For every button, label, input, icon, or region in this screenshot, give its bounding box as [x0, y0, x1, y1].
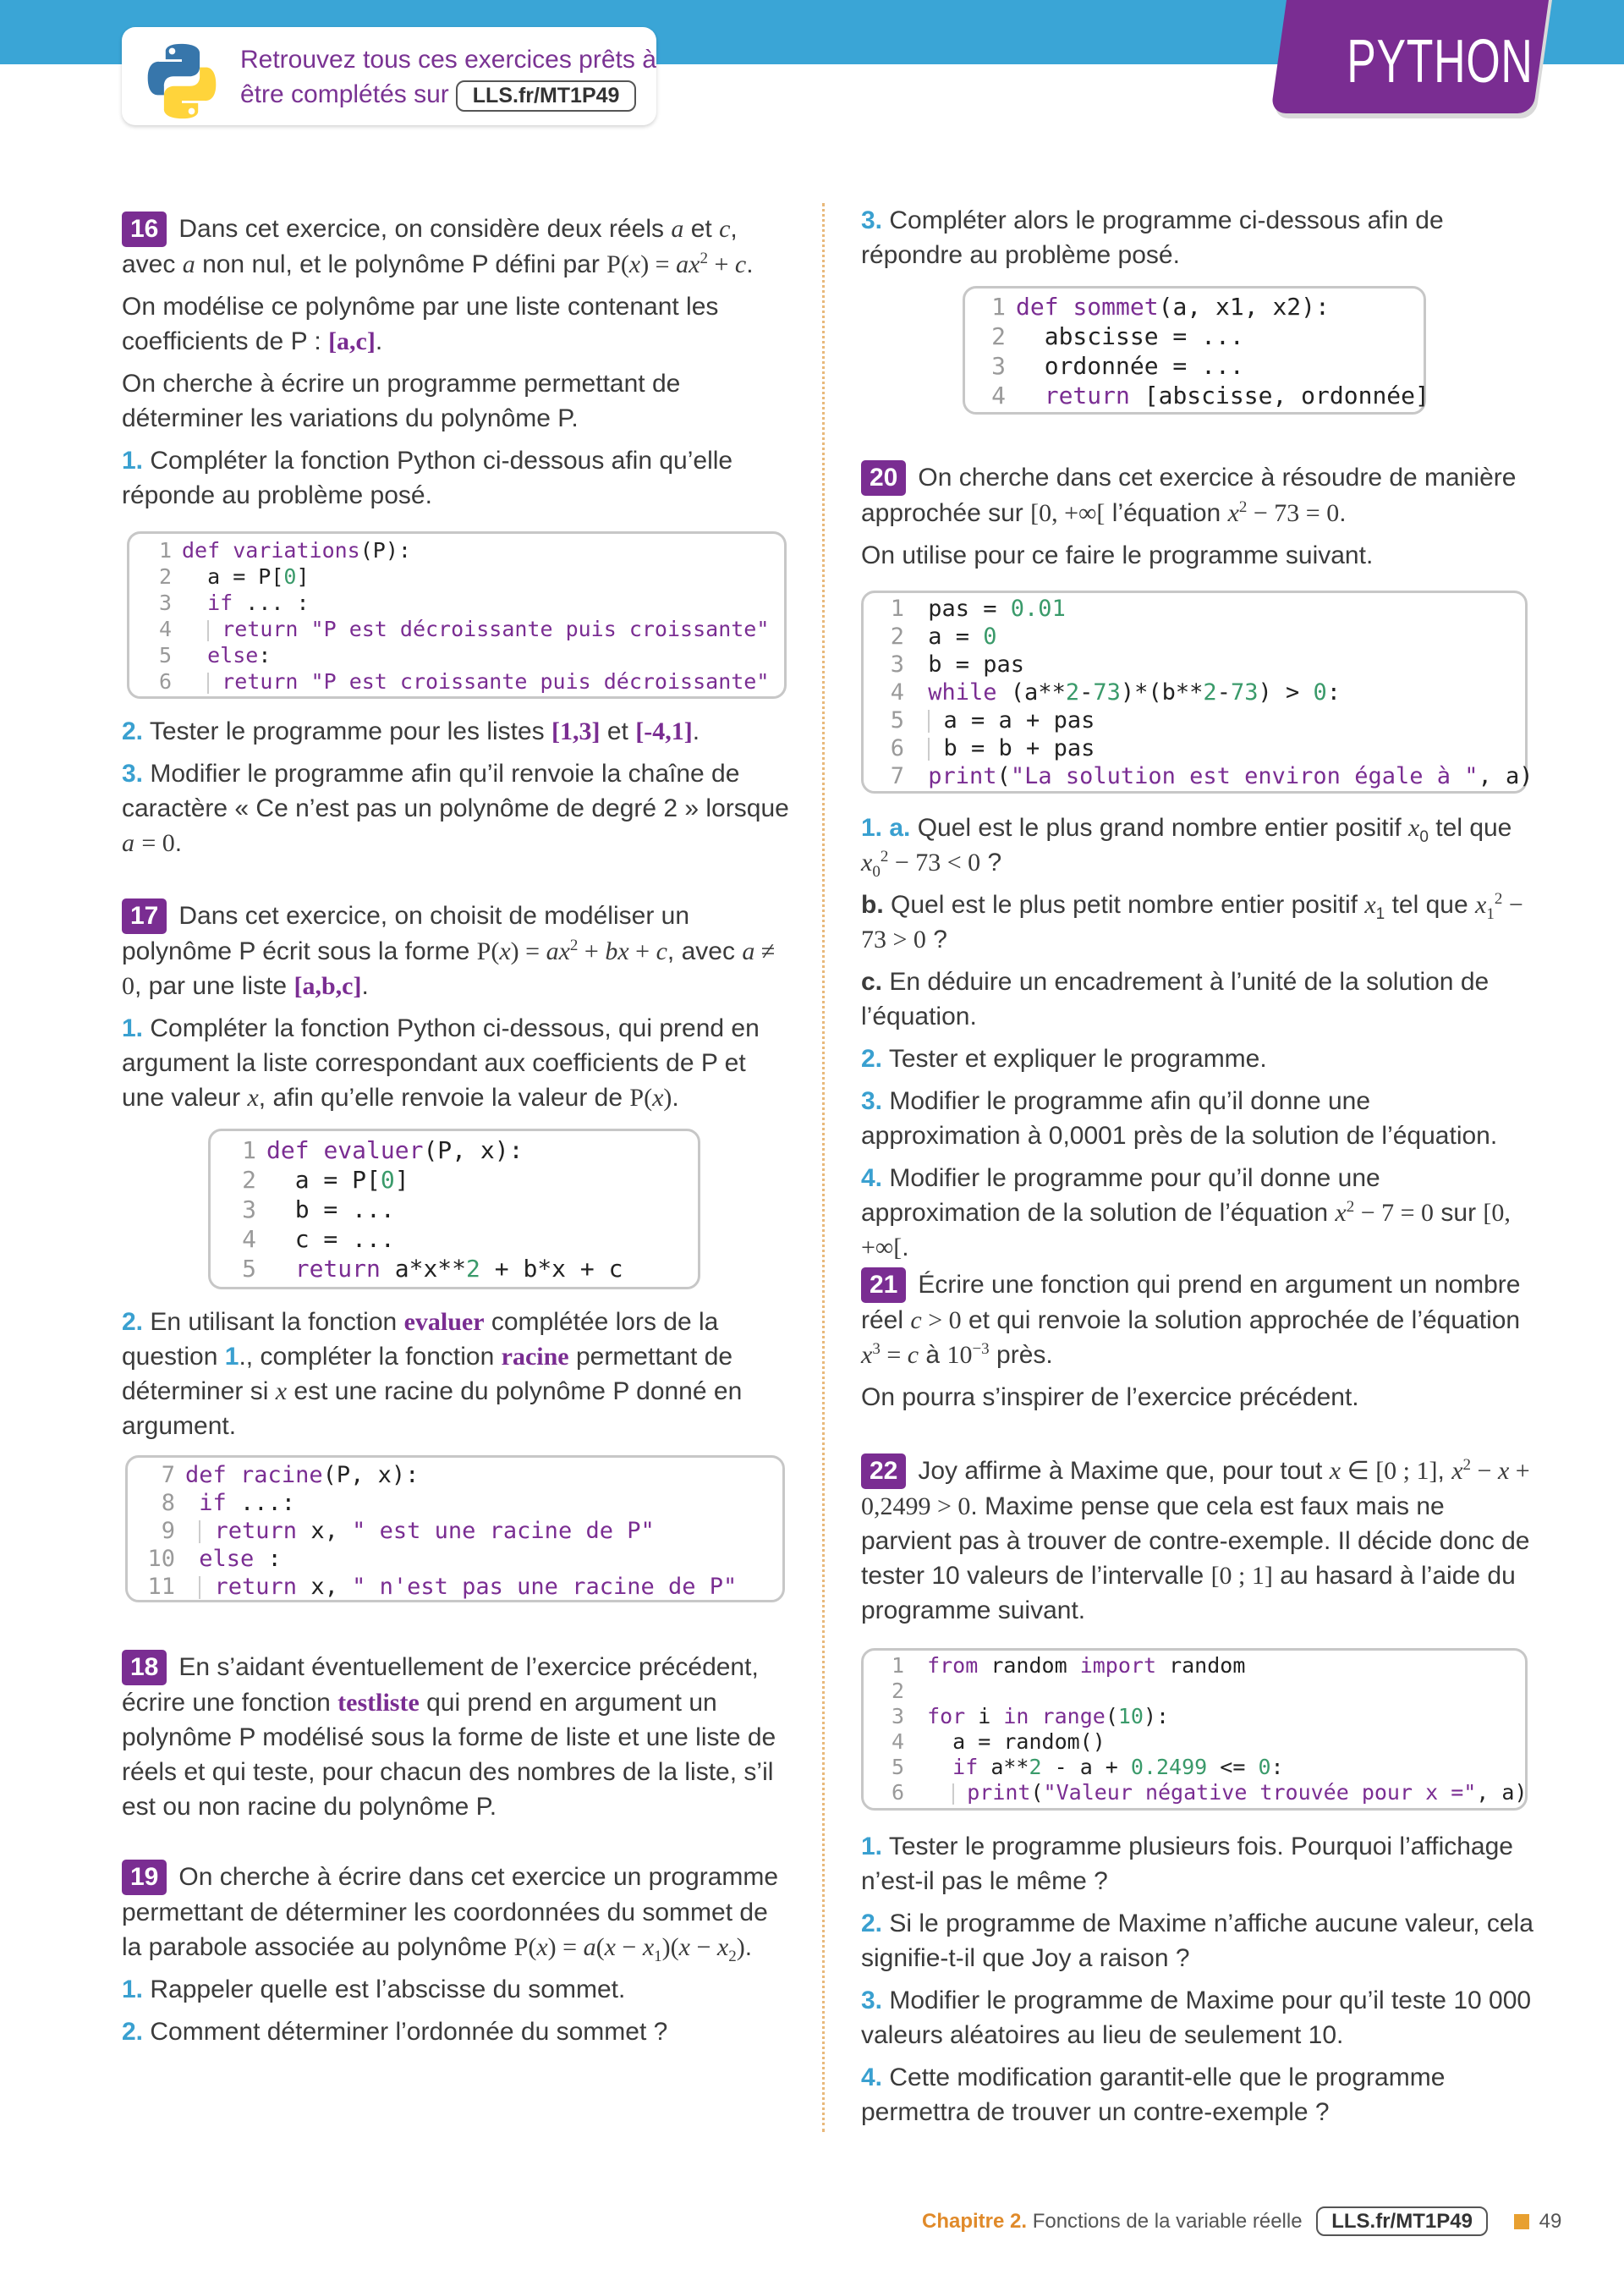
list-literal: [a,b,c]: [294, 972, 362, 1000]
text: qui prend en argument un polynôme P modélisé sous la forme de liste et une liste de réels et qui teste, pour chacun des nombres de la liste, s’il est ou non racine du polynôme P.: [122, 1689, 776, 1821]
text: non nul, et le polynôme P défini par: [202, 250, 600, 278]
column-divider: [822, 203, 825, 2132]
question-text: Modifier le programme afin qu’il renvoie la chaîne de caractère « Ce n’est pas un polynôme de degré 2 » lorsque: [122, 760, 789, 822]
text: et qui renvoie la solution approchée de l’équation: [968, 1306, 1521, 1334]
code-block-random: 1 from random import random 2 3 for i in range(10): 4 a = random() 5 if a**2 - a + 0.2499 <= 0: 6 print("Valeur négative trouvée pour x =", a): [861, 1648, 1528, 1811]
question-text: Si le programme de Maxime n’affiche aucune valeur, cela signifie-t-il que Joy a raison ?: [861, 1910, 1533, 1972]
question-text: Tester le programme pour les listes: [149, 717, 545, 745]
text: , par une liste: [134, 972, 288, 1000]
text: ., compléter la fonction: [239, 1343, 495, 1371]
question-text: Rappeler quelle est l’abscisse du sommet.: [150, 1976, 626, 2003]
exercise-22: 22 Joy affirme à Maxime que, pour tout x ∈ [0 ; 1], $x^2 - x + 0,2499 > 0$. Maxime pense que cela est faux mais ne parvient pas à trouver de contre-exemple. Il décide donc de tester 10 valeurs de l’intervalle [0 ; 1] au hasard à l’aide du programme suivant.: [861, 1453, 1533, 1635]
text: tel que: [1391, 891, 1468, 919]
exercise-17: 17 Dans cet exercice, on choisit de modéliser un polynôme P écrit sous la forme $P(x) = ax^2$ + bx + c, avec a ≠ 0, par une liste [a,b,c]. 1. Compléter la fonction Python ci-dessous, qui prend en argument la liste correspondant aux coefficients de P et une valeur x, afin qu’elle renvoie la valeur de P(x).: [122, 898, 794, 1123]
text: avec: [122, 250, 176, 278]
function-name: testliste: [337, 1689, 420, 1717]
text: Écrire une fonction qui prend en argument un nombre réel: [861, 1271, 1521, 1334]
page-number: 49: [1539, 2210, 1562, 2233]
text: On utilise pour ce faire le programme suivant.: [861, 541, 1374, 569]
text: On pourra s’inspirer de l’exercice précédent.: [861, 1383, 1359, 1411]
exercise-number: 20: [861, 460, 906, 496]
question-text: Compléter la fonction Python ci-dessous afin qu’elle réponde au problème posé.: [122, 447, 733, 509]
question-text: Tester et expliquer le programme.: [888, 1045, 1267, 1073]
exercise-20: 20 On cherche dans cet exercice à résoudre de manière approchée sur [0, +∞[ l’équation $x^2 - 73 = 0$. On utilise pour ce faire le programme suivant.: [861, 460, 1533, 580]
code-block-racine: 7 def racine(P, x): 8 if ...: 9 return x, " est une racine de P" 10 else : 11 return x, " n'est pas une racine de P": [125, 1455, 785, 1602]
footer-link[interactable]: LLS.fr/MT1P49: [1316, 2206, 1488, 2236]
question-text: Compléter alors le programme ci-dessous afin de répondre au problème posé.: [861, 206, 1444, 269]
question-text: En utilisant la fonction: [150, 1308, 398, 1336]
question-text: Modifier le programme pour qu’il donne une approximation de la solution de l’équation: [861, 1164, 1380, 1227]
exercise-19: 19 On cherche à écrire dans cet exercice un programme permettant de déterminer les coordonnées du sommet de la parabole associée au polynôme $P(x) = a(x - x_1)(x - x_2)$. 1. Rappeler quelle est l’abscisse du sommet. 2. Comment déterminer l’ordonnée du sommet ?: [122, 1860, 794, 2057]
list-literal: [-4,1]: [635, 717, 693, 745]
exercise-20-questions: 1. a. Quel est le plus grand nombre entier positif $x_0$ tel que $x_0^2 - 73 < 0$ ? b. Quel est le plus petit nombre entier positif $x_1$ tel que $x_1^2 - 73 > 0$ ? c. En déduire un encadrement à l’unité de la solution de l’équation. 2. Tester et expliquer le programme. 3. Modifier le programme afin qu’il donne une approximation à 0,0001 près de la solution de l’équation. 4. Modifier le programme pour qu’il donne une approximation de la solution de l’équation $x^2 - 7 = 0$ sur [0, +∞[.: [861, 814, 1523, 1261]
text: complétée lors de la question: [122, 1308, 719, 1371]
exercise-16-questions: 2. Tester le programme pour les listes [1,3] et [-4,1]. 3. Modifier le programme afin qu’il renvoie la chaîne de caractère « Ce n’est pas un polynôme de degré 2 » lorsque a = 0.: [122, 717, 789, 857]
question-text: Modifier le programme afin qu’il donne une approximation à 0,0001 près de la solution de l’équation.: [861, 1087, 1498, 1150]
exercise-number: 21: [861, 1267, 906, 1303]
text: est une racine du polynôme P donné en argument.: [122, 1377, 743, 1440]
text: On cherche à écrire un programme permettant de déterminer les variations du polynôme P.: [122, 370, 681, 432]
code-block-variations: 1 def variations(P): 2 a = P[0] 3 if ... : 4 return "P est décroissante puis croissante" 5 else: 6 return "P est croissante puis décroissante": [127, 531, 787, 699]
text: près.: [996, 1341, 1053, 1369]
exercise-17-q2: 2. En utilisant la fonction evaluer complétée lors de la question 1., compléter la fonction racine permettant de déterminer si x est une racine du polynôme P donné en argument.: [122, 1308, 743, 1440]
python-logo-icon: [140, 41, 223, 122]
text: permettant de déterminer si: [122, 1343, 733, 1405]
chapter-title: Fonctions de la variable réelle: [1032, 2210, 1303, 2233]
python-tab-label: PYTHON: [1347, 28, 1533, 96]
question-text: Tester le programme plusieurs fois. Pourquoi l’affichage n’est-il pas le même ?: [861, 1833, 1513, 1895]
exercise-18: [122, 1650, 794, 1832]
chapter-label: Chapitre 2.: [922, 2210, 1028, 2233]
text: Dans cet exercice, on choisit de modéliser un polynôme P écrit sous la forme: [122, 902, 690, 965]
list-literal: [a,c]: [328, 327, 376, 355]
exercise-number: 17: [122, 898, 167, 934]
exercise-number: 19: [122, 1860, 167, 1895]
question-text: Quel est le plus grand nombre entier positif: [917, 814, 1402, 842]
text: , afin qu’elle renvoie la valeur de: [258, 1084, 623, 1112]
list-literal: [1,3]: [551, 717, 601, 745]
page-marker: [1514, 2214, 1529, 2229]
text: Dans cet exercice, on considère deux réels: [178, 215, 665, 243]
exercise-19-q3: 3. Compléter alors le programme ci-dessous afin de répondre au problème posé.: [861, 206, 1444, 269]
function-name: racine: [501, 1343, 569, 1371]
text: , avec: [667, 937, 735, 965]
promo-line-1: Retrouvez tous ces exercices prêts à: [240, 46, 656, 74]
text: l’équation: [1111, 499, 1221, 527]
exercise-number: 22: [861, 1453, 906, 1489]
page-footer: [922, 2206, 1561, 2236]
text: On cherche à écrire dans cet exercice un programme permettant de déterminer les coordonnées du sommet de la parabole associée au polynôme: [122, 1863, 779, 1961]
promo-text: [240, 42, 656, 112]
code-block-sommet: 1 def sommet(a, x1, x2): 2 abscisse = ... 3 ordonnée = ... 4 return [abscisse, ordonnée]: [963, 286, 1426, 415]
promo-line-2: être complétés sur: [240, 80, 449, 108]
code-block-evaluer: 1 def evaluer(P, x): 2 a = P[0] 3 b = ... 4 c = ... 5 return a*x**2 + b*x + c: [208, 1129, 700, 1289]
question-text: Comment déterminer l’ordonnée du sommet ?: [150, 2018, 668, 2046]
promo-link[interactable]: LLS.fr/MT1P49: [456, 80, 637, 112]
text: au hasard à l’aide du programme suivant.: [861, 1562, 1516, 1624]
text: tel que: [1435, 814, 1512, 842]
code-block-dichotomy: 1 pas = 0.01 2 a = 0 3 b = pas 4 while (a**2-73)*(b**2-73) > 0: 5 a = a + pas 6 b = b + pas 7 print("La solution est environ égale à ", a): [861, 591, 1528, 794]
question-text: Quel est le plus petit nombre entier positif: [891, 891, 1358, 919]
exercise-22-questions: 1. Tester le programme plusieurs fois. Pourquoi l’affichage n’est-il pas le même ? 2. Si le programme de Maxime n’affiche aucune valeur, cela signifie-t-il que Joy a raison ? 3. Modifier le programme de Maxime pour qu’il teste 10 000 valeurs aléatoires au lieu de seulement 10. 4. Cette modification garantit-elle que le programme permettra de trouver un contre-exemple ?: [861, 1833, 1533, 2126]
text: à: [925, 1341, 941, 1369]
question-text: Modifier le programme de Maxime pour qu’il teste 10 000 valeurs aléatoires au lieu de seulement 10.: [861, 1987, 1532, 2049]
text: Joy affirme à Maxime que, pour tout: [918, 1457, 1323, 1485]
promo-box[interactable]: [122, 27, 656, 125]
exercise-16: 16 Dans cet exercice, on considère deux réels a et c, avec a non nul, et le polynôme P défini par $P(x) = ax^2 + c$. On modélise ce polynôme par une liste contenant les coefficients de P : [a,c]. On cherche à écrire un programme permettant de déterminer les variations du polynôme P. 1. Compléter la fonction Python ci-dessous afin qu’elle réponde au problème posé.: [122, 212, 794, 520]
text: On modélise ce polynôme par une liste contenant les coefficients de P :: [122, 293, 719, 355]
question-text: Compléter la fonction Python ci-dessous, qui prend en argument la liste correspondant aux coefficients de P et une valeur: [122, 1014, 760, 1112]
function-name: evaluer: [403, 1308, 485, 1336]
exercise-number: 18: [122, 1650, 167, 1685]
exercise-21: 21 Écrire une fonction qui prend en argument un nombre réel c > 0 et qui renvoie la solution approchée de l’équation $x^3 = c$ à $10^{-3}$ près. On pourra s’inspirer de l’exercice précédent.: [861, 1267, 1533, 1422]
text: . Maxime pense que cela est faux mais ne parvient pas à trouver de contre-exemple. Il décide donc de tester 10 valeurs de l’intervalle: [861, 1492, 1530, 1590]
exercise-number: 16: [122, 212, 167, 247]
question-text: Cette modification garantit-elle que le programme permettra de trouver un contre-exemple ?: [861, 2063, 1446, 2126]
question-text: En déduire un encadrement à l’unité de la solution de l’équation.: [861, 968, 1490, 1030]
text: En s’aidant éventuellement de l’exercice précédent, écrire une fonction: [122, 1653, 759, 1717]
text: On cherche dans cet exercice à résoudre de manière approchée sur: [861, 464, 1517, 527]
